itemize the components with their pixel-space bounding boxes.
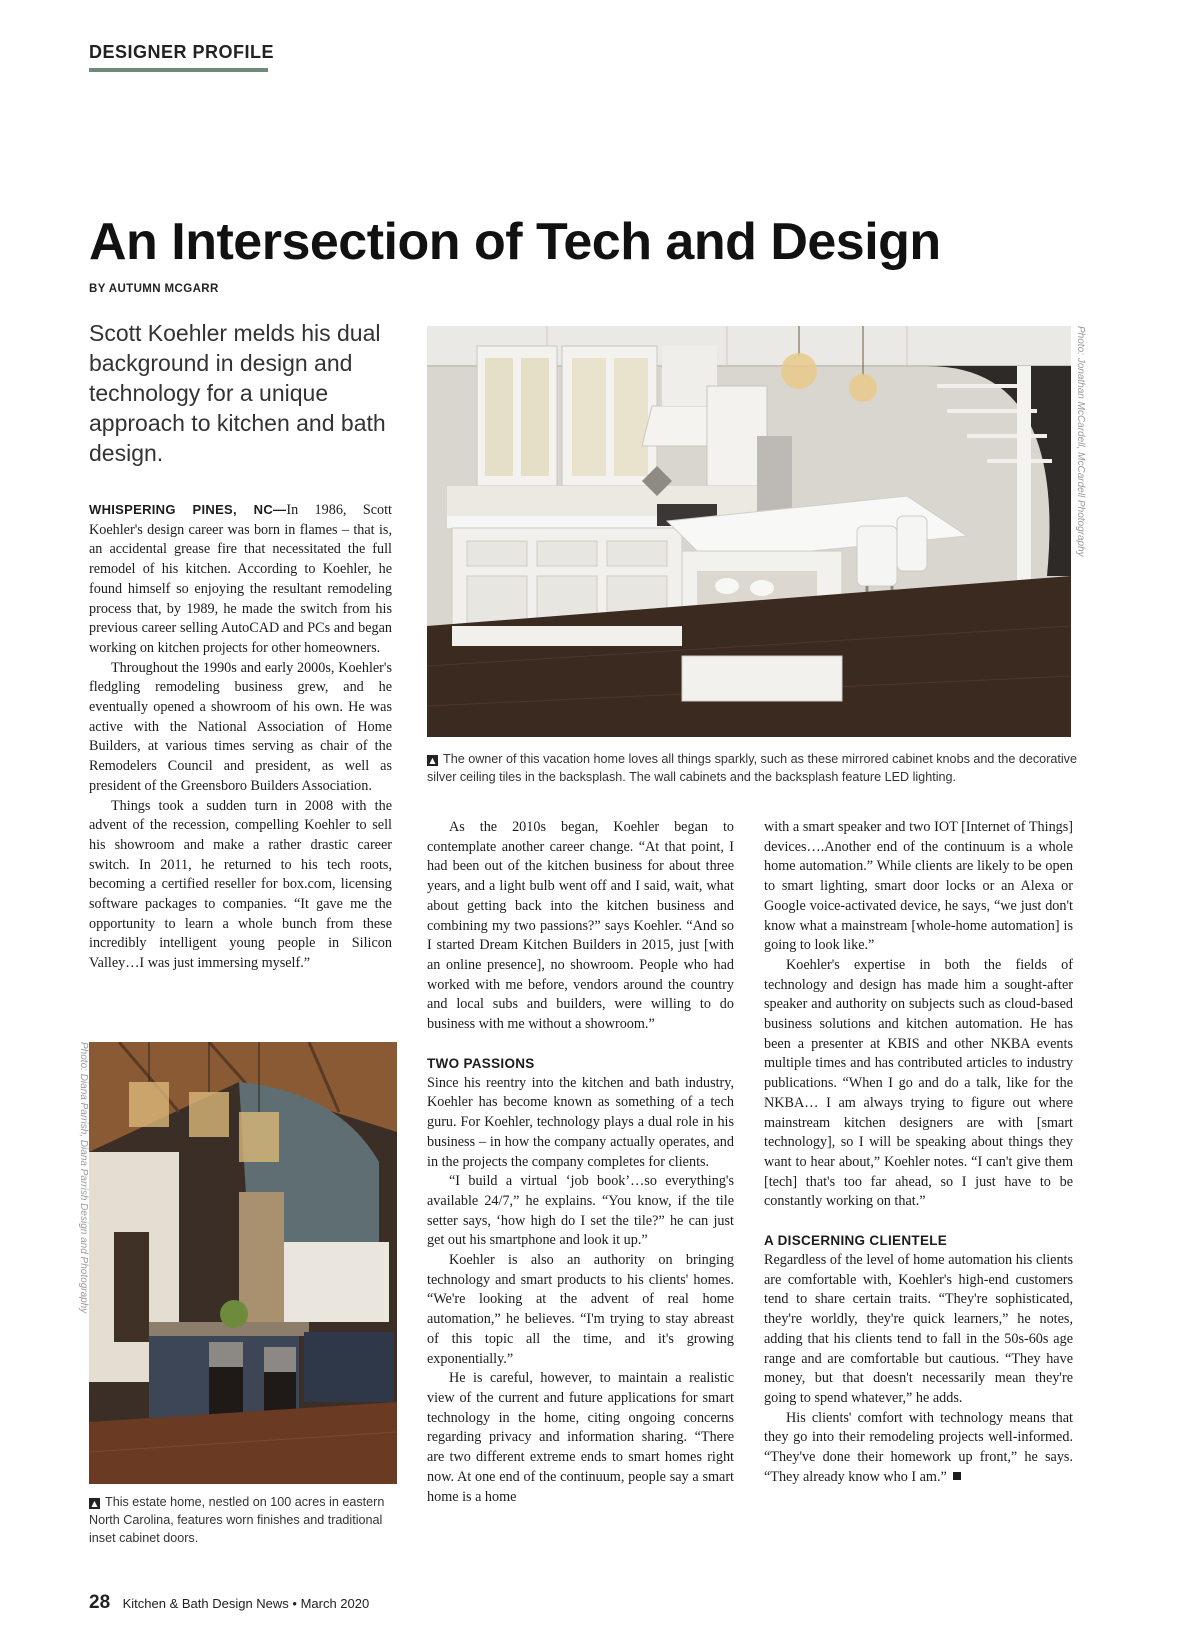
paragraph: Throughout the 1990s and early 2000s, Koehler's fledgling remodeling business grew, and he eventually opened a showroom of his own. He was active with the National Association of Home Builders, at various times serving as chair of the Remodelers Council and president, as well as president of the Greensboro Builders Association. (89, 659, 392, 794)
main-photo-credit: Photo: Jonathan McCardell, McCardell Photography (1075, 326, 1086, 557)
paragraph: Things took a sudden turn in 2008 with the advent of the recession, compelling Koehler to sell his showroom and make a rather drastic career switch. In 2011, he returned to his tech roots, becoming a certified reseller for box.com, licensing software packages to companies. “It gave me the opportunity to learn a whole bunch from these incredibly intelligent young people in Silicon Valley…I was just immersing myself.” (89, 797, 392, 972)
main-kitchen-photo (427, 326, 1071, 737)
caption-arrow-icon: ▲ (427, 755, 438, 766)
section-rule (89, 68, 268, 72)
byline: BY AUTUMN MCGARR (89, 283, 219, 295)
article-column-1 (89, 500, 392, 974)
section-label: DESIGNER PROFILE (89, 42, 275, 62)
paragraph: He is careful, however, to maintain a realistic view of the current and future applications for smart technology in the home, citing ongoing concerns regarding privacy and information sharing. “There are two different extreme ends to smart homes right now. At one end of the continuum, people say a smart home is a home (427, 1370, 734, 1505)
paragraph: His clients' comfort with technology means that they go into their remodeling projects well-informed. “They've done their homework up front,” he says. “They already know who I am.” (764, 1409, 1073, 1485)
paragraph: with a smart speaker and two IOT [Internet of Things] devices….Another end of the continuum is a whole home automation.” While clients are likely to be open to smart lighting, smart door locks or an Alexa or Google voice-activated device, he says, “we just don't know what a mainstream [whole-home automation] is going to look like.” (764, 819, 1073, 954)
article-column-3 (764, 818, 1073, 1488)
paragraph: Koehler is also an authority on bringing technology and smart products to his clients' homes. “We're looking at the advent of real home automation,” he believes. “I'm trying to stay abreast of this topic all the time, and it's growing exponentially.” (427, 1252, 734, 1367)
subhead-discerning-clientele: A DISCERNING CLIENTELE (764, 1233, 948, 1249)
caption-arrow-icon: ▲ (89, 1498, 100, 1509)
paragraph: Regardless of the level of home automation his clients are comfortable with, Koehler's high-end customers tend to share certain traits. “They're sophisticated, they're worldly, they're quick learners,” he notes, adding that his clients tend to fall in the 50s-60s age range and are comfortable but cautious. “They have money, but that doesn't necessarily mean they're going to spend whatever,” he adds. (764, 1252, 1073, 1406)
estate-photo-credit: Photo: Diana Parrish, Diana Parrish Design and Photography (78, 1042, 89, 1314)
page-footer (89, 1592, 369, 1614)
publication-name: Kitchen & Bath Design News • March 2020 (122, 1596, 370, 1611)
paragraph: As the 2010s began, Koehler began to contemplate another career change. “At that point, I had been out of the kitchen business for about three years, and a light bulb went off and I said, wait, what about getting back into the kitchen business and combining my two passions?” says Koehler. “And so I started Dream Kitchen Builders in 2015, just [with an online presence], no showroom. People who had worked with me before, vendors around the country and local subs and builders, were willing to do business with me without a showroom.” (427, 819, 734, 1033)
dateline: WHISPERING PINES, NC— (89, 502, 287, 517)
estate-kitchen-photo (89, 1042, 397, 1484)
paragraph: “I build a virtual ‘job book’…so everything's available 24/7,” he explains. “You know, if the tile setter says, ‘how high do I set the tile?” he can just get out his smartphone and look it up.” (427, 1173, 734, 1249)
end-mark-icon (953, 1472, 961, 1480)
paragraph: WHISPERING PINES, NC—In 1986, Scott Koehler's design career was born in flames – that is, an accidental grease fire that necessitated the full remodel of his kitchen. According to Koehler, he found himself so enjoying the resultant remodeling process that, by 1989, he made the switch from his previous career selling AutoCAD and PCs and began working on kitchen projects for other homeowners. (89, 502, 392, 656)
paragraph: Koehler's expertise in both the fields of technology and design has made him a sought-after speaker and authority on subjects such as cloud-based business solutions and kitchen automation. He has been a presenter at KBIS and other NKBA events multiple times and has contributed articles to industry publications. “When I go and do a talk, like for the NKBA… I am always trying to figure out where mainstream kitchen designers are with [smart technology], so I will be speaking about things they want to hear about,” Koehler notes. “I can't give them [tech] that's too far ahead, so I just have to be constantly working on that.” (764, 956, 1073, 1210)
article-title: An Intersection of Tech and Design (89, 213, 941, 271)
paragraph: Since his reentry into the kitchen and bath industry, Koehler has become known as something of a tech guru. For Koehler, technology plays a dual role in his business – in how the company actually operates, and in the projects the company completes for clients. (427, 1074, 734, 1170)
article-column-2 (427, 818, 734, 1507)
page-number: 28 (89, 1592, 111, 1613)
subhead-two-passions: TWO PASSIONS (427, 1055, 535, 1071)
article-deck: Scott Koehler melds his dual background in design and technology for a unique approach to kitchen and bath design. (89, 320, 386, 466)
main-photo-caption: ▲ The owner of this vacation home loves all things sparkly, such as these mirrored cabinet knobs and the decorative silver ceiling tiles in the backsplash. The wall cabinets and the backsplash feature LED lighting. (427, 752, 1077, 784)
estate-photo-caption: ▲ This estate home, nestled on 100 acres in eastern North Carolina, features worn finishes and traditional inset cabinet doors. (89, 1495, 385, 1545)
